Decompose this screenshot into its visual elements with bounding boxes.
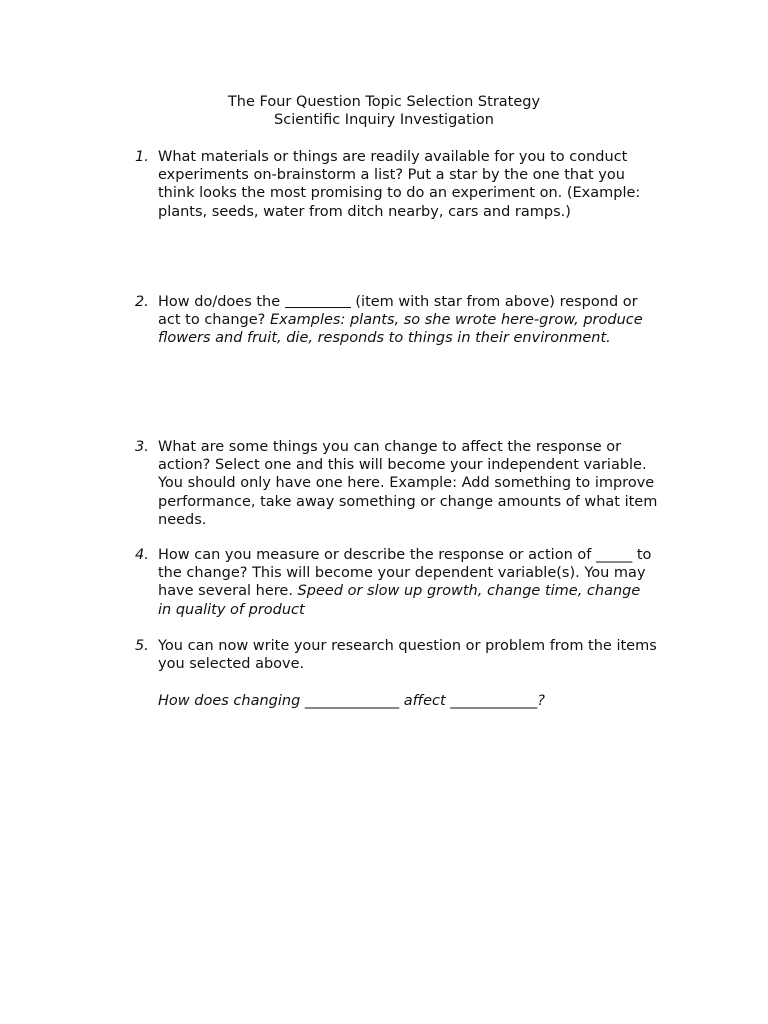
fill-in-blank-line <box>285 293 351 308</box>
question-example: Speed or slow up growth, change time, change in quality of product <box>158 583 641 618</box>
question-number: 3. <box>135 439 149 455</box>
document-title <box>0 93 768 129</box>
question-text: What are some things you can change to affect the response or action? Select one and this will become your independent variable. You should only have one here. Example: Add something to improve performance, take away something or change amounts of what item needs. <box>158 439 658 528</box>
question-body <box>158 546 658 619</box>
title-line-2: Scientific Inquiry Investigation <box>274 112 494 129</box>
question-number: 4. <box>135 547 149 563</box>
question-number: 5. <box>135 638 149 654</box>
question-body <box>158 293 658 348</box>
question-text: What materials or things are readily available for you to conduct experiments on-brainstorm a list? Put a star by the one that you think looks the most promising to do an experiment on. (Example: plants, seeds, water from ditch nearby, cars and ramps.) <box>158 149 641 220</box>
question-text-before-blank: How do/does the <box>158 294 281 310</box>
question-number: 1. <box>135 149 149 165</box>
research-question-template: How does changing _____________ affect ____________? <box>158 692 545 709</box>
title-line-1: The Four Question Topic Selection Strategy <box>227 94 541 110</box>
question-text: How can you measure or describe the response or action of _____ to the change? This will become your dependent variable(s). You may have several here. <box>158 547 652 600</box>
question-number: 2. <box>135 294 149 310</box>
question-body <box>158 637 658 710</box>
question-text-after-blank: (item with star from above) respond or act to change? <box>158 294 638 329</box>
question-text: You can now write your research question or problem from the items you selected above. <box>158 638 657 673</box>
question-example: Examples: plants, so she wrote here-grow, produce flowers and fruit, die, responds to things in their environment. <box>158 312 643 347</box>
